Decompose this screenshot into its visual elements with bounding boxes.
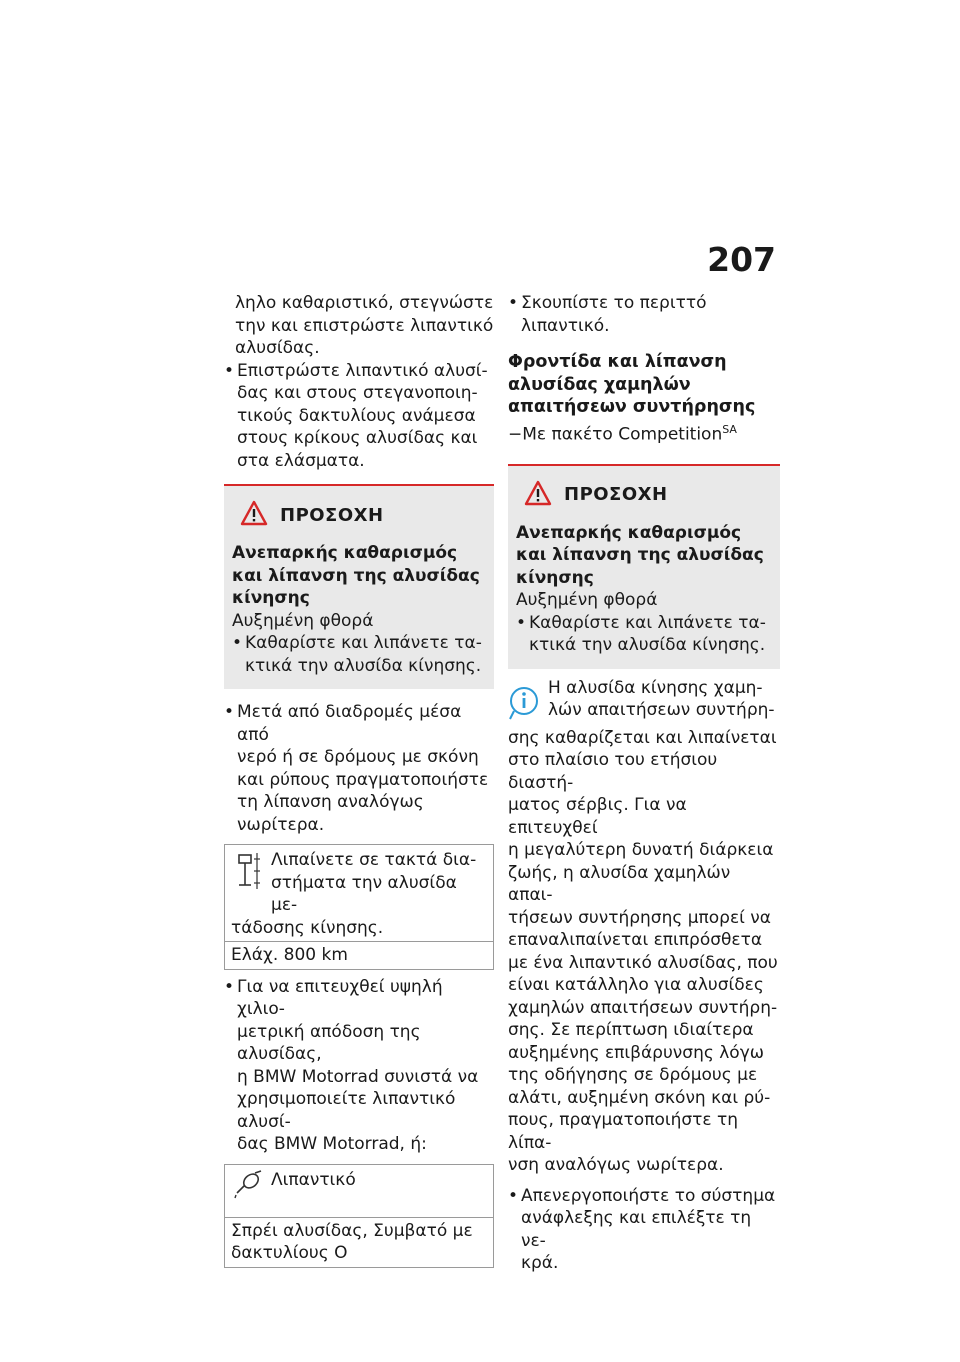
page-number: 207 [707,240,776,279]
section-heading: Φροντίδα και λίπανση αλυσίδας χαμηλών απαιτήσεων συντήρησης [508,352,756,417]
info-text-first: Η αλυσίδα κίνησης χαμη- λών απαιτήσεων συντήρη- [548,677,775,721]
bullet-water-roads: • Μετά από διαδρομές μέσα από νερό ή σε δρόμους με σκόνη και ρύπους πραγματοποιήστε τη λίπανση αναλόγως νωρίτερα. [224,701,494,836]
interval-text-tail: τάδοσης κίνησης. [231,917,384,938]
bullet-lubricant-recommendation: • Για να επιτευχθεί υψηλή χιλιο- μετρική απόδοση της αλυσίδας, η BMW Motorrad συνιστά να χρησιμοποιείτε λιπαντικό αλυσί- δας BMW Motorrad, ή: [224,976,494,1156]
continuation-text: ληλο καθαριστικό, στεγνώστε την και επιστρώστε λιπαντικό αλυσίδας. [235,293,494,358]
warning-action: • Καθαρίστε και λιπάνετε τα- κτικά την αλυσίδα κίνησης. [516,612,772,657]
warning-subtitle: Ανεπαρκής καθαρισμός και λίπανση της αλυσίδας κίνησης [516,522,764,588]
lubricant-value: Σπρέι αλυσίδας, Συμβατό με δακτυλίους Ο [225,1217,493,1267]
warning-title: ΠΡΟΣΟΧΗ [280,504,384,526]
section-note: −Με πακέτο Competition$^{SA}$ [508,422,737,445]
oil-can-icon [231,1169,271,1213]
warning-triangle-icon [240,500,268,530]
warning-box [224,484,494,689]
interval-box [224,844,494,970]
info-icon [508,677,548,727]
info-text: σης καθαρίζεται και λιπαίνεται στο πλαίσιο του ετήσιου διαστή- ματος σέρβις. Για να επιτευχθεί η μεγαλύτερη δυνατή διάρκεια ζωής, η αλυσίδα χαμηλών απαι- τήσεων συντήρησης μπορεί να επαναλιπαίνεται επιπρόσθετα με ένα λιπαντικό αλυσίδας, που είναι κατάλληλο για αλυσίδες χαμηλών απαιτήσεων συντήρη- σης. Σε περίπτωση ιδιαίτερα αυξημένης επιβάρυνσης λόγω της οδήγησης σε δρόμους με αλάτι, αυξημένη σκόνη και ρύ- πους, πραγματοποιήστε τη λίπα- νση αναλόγως νωρίτερα. [508,727,778,1176]
lubricant-label: Λιπαντικό [271,1169,356,1190]
left-column [224,292,494,1268]
info-note [508,677,780,727]
warning-effect: Αυξημένη φθορά [516,590,658,611]
right-column [508,292,780,1275]
interval-text: Λιπαίνετε σε τακτά δια- στήματα την αλυσίδα με- [271,850,477,915]
bullet-ignition-off: • Απενεργοποιήστε το σύστημα ανάφλεξης και επιλέξτε τη νε- κρά. [508,1185,780,1275]
warning-subtitle: Ανεπαρκής καθαρισμός και λίπανση της αλυσίδας κίνησης [232,543,480,608]
warning-box-right [508,464,780,669]
interval-value: Ελάχ. 800 km [225,941,493,969]
bullet-wipe-excess: • Σκουπίστε το περιττό λιπαντικό. [508,292,780,337]
lubricant-box [224,1164,494,1268]
warning-effect: Αυξημένη φθορά [232,610,374,631]
maintenance-interval-icon [231,849,271,917]
bullet-apply-lubricant: • Επιστρώστε λιπαντικό αλυσί- δας και στους στεγανοποιη- τικούς δακτυλίους ανάμεσα στους κρίκους αλυσίδας και στα ελάσματα. [224,360,494,473]
warning-triangle-icon [524,480,552,510]
warning-action: • Καθαρίστε και λιπάνετε τα- κτικά την αλυσίδα κίνησης. [232,632,486,677]
warning-title: ΠΡΟΣΟΧΗ [564,484,668,506]
